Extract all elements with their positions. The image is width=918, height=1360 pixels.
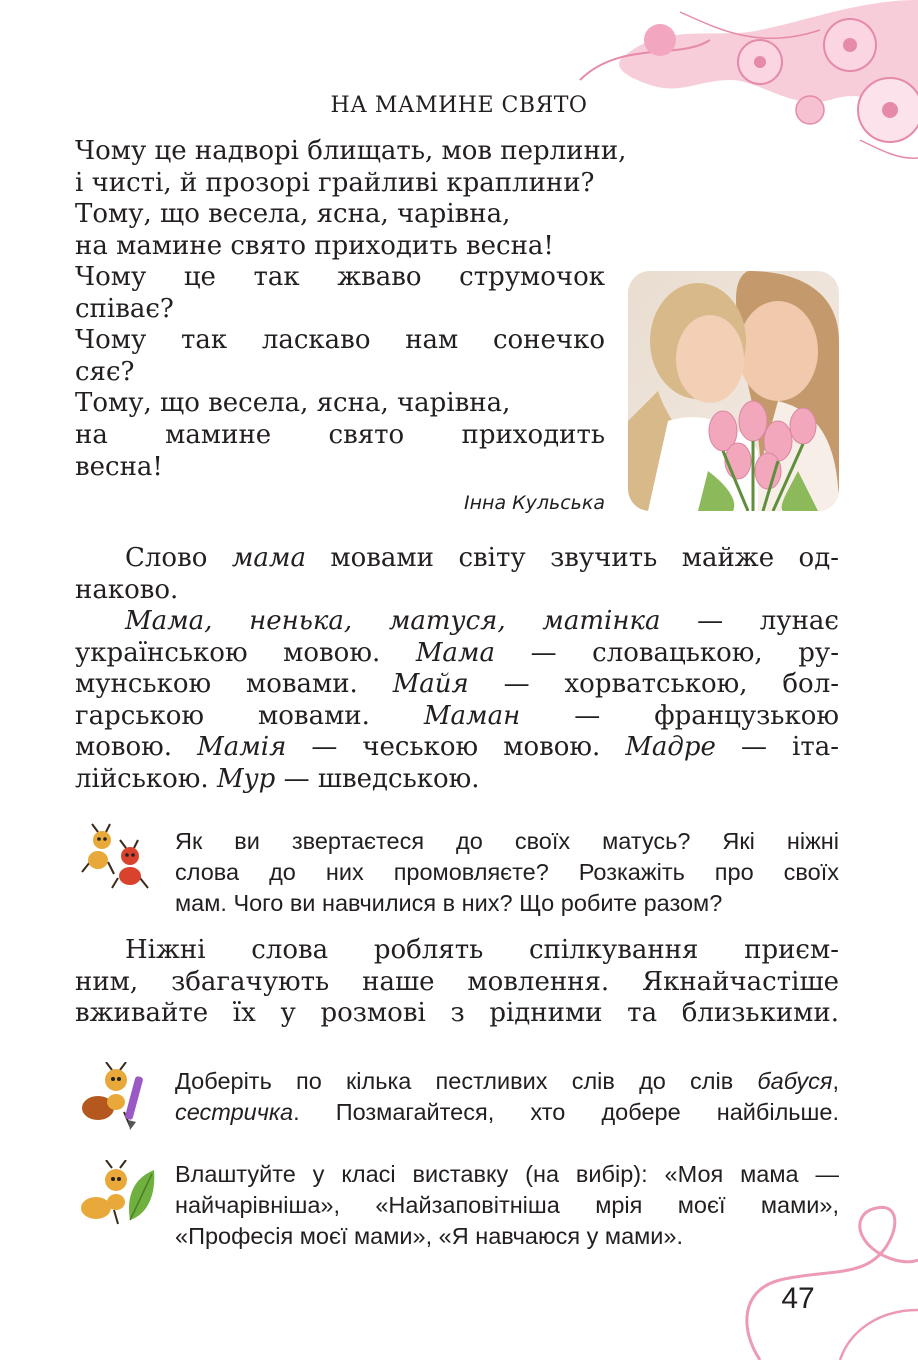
task-line: слова до них промовляєте? Розкажіть про своїх <box>175 859 839 885</box>
two-ants-icon <box>78 822 156 892</box>
paragraph-line: мунською мовами. Майя — хорватською, бол- <box>75 669 840 700</box>
paragraph-line: Мама, ненька, матуся, матінка — лунає <box>125 606 839 636</box>
swirl-decoration-icon <box>720 1180 918 1360</box>
paragraph-line: українською мовою. Мама — словацькою, ру- <box>75 637 839 668</box>
paragraph-line: ним, збагачують наше мовлення. Якнайчастіше <box>75 966 839 997</box>
task-line: «Професія моєї мами», «Я навчаюся у мами». <box>175 1223 684 1249</box>
poem-line: весна! <box>75 451 163 482</box>
task-line: Влаштуйте у класі виставку (на вибір): «Моя мама — <box>175 1161 839 1187</box>
task-line: Як ви звертаєтеся до своїх матусь? Які ніжні <box>175 828 839 854</box>
task-find-pet-words <box>175 1066 839 1128</box>
poem-wide <box>75 136 626 262</box>
poem-title: НА МАМИНЕ СВЯТО <box>330 93 588 118</box>
mother-daughter-tulips-photo <box>628 271 839 511</box>
task-line: Доберіть по кілька пестливих слів до слів бабуся, <box>175 1068 839 1094</box>
paragraph-line: наково. <box>75 574 179 605</box>
poem-line: на мамине свято приходить <box>75 419 605 450</box>
ant-with-leaf-icon <box>78 1160 156 1230</box>
paragraph-line: вживайте їх у розмові з рідними та близькими. <box>75 998 839 1029</box>
paragraph-line: гарською мовами. Маман — французькою <box>75 700 840 731</box>
task-how-address-mothers <box>175 826 839 919</box>
poem-line: Чому це надворі блищать, мов перлини, <box>75 136 627 166</box>
poem-line: співає? <box>75 293 174 324</box>
paragraph-intro <box>75 543 839 606</box>
paragraph-line: Ніжні слова роблять спілкування приєм- <box>125 935 839 965</box>
task-line: мам. Чого ви навчилися в них? Що робите разом? <box>175 890 723 916</box>
paragraph-mama-languages <box>75 606 839 796</box>
poem-author: Інна Кульська <box>464 492 605 514</box>
paragraph-tender-words <box>75 935 839 1030</box>
poem-line: Тому, що весела, ясна, чарівна, <box>75 388 511 419</box>
ant-with-pen-icon <box>78 1062 156 1132</box>
poem-line: і чисті, й прозорі грайливі краплини? <box>75 167 595 198</box>
task-line: найчарівніша», «Найзаповітніша мрія моєї мами», <box>175 1192 839 1218</box>
poem-line: Чому це так жваво струмочок <box>75 262 605 292</box>
paragraph-line: мовою. Мамія — чеською мовою. Мадре — іта- <box>75 732 839 763</box>
poem-line: Тому, що весела, ясна, чарівна, <box>75 199 511 230</box>
poem-line: сяє? <box>75 356 135 387</box>
paragraph-line: Слово мама мовами світу звучить майже од- <box>125 543 839 573</box>
poem-line: Чому так ласкаво нам сонечко <box>75 325 605 356</box>
task-line: сестричка. Позмагайтеся, хто добере найбільше. <box>175 1099 839 1125</box>
poem-narrow <box>75 262 605 483</box>
page-number: 47 <box>781 1282 815 1315</box>
poem-line: на мамине свято приходить весна! <box>75 230 554 261</box>
paragraph-line: лійською. Мур — шведською. <box>75 763 480 794</box>
